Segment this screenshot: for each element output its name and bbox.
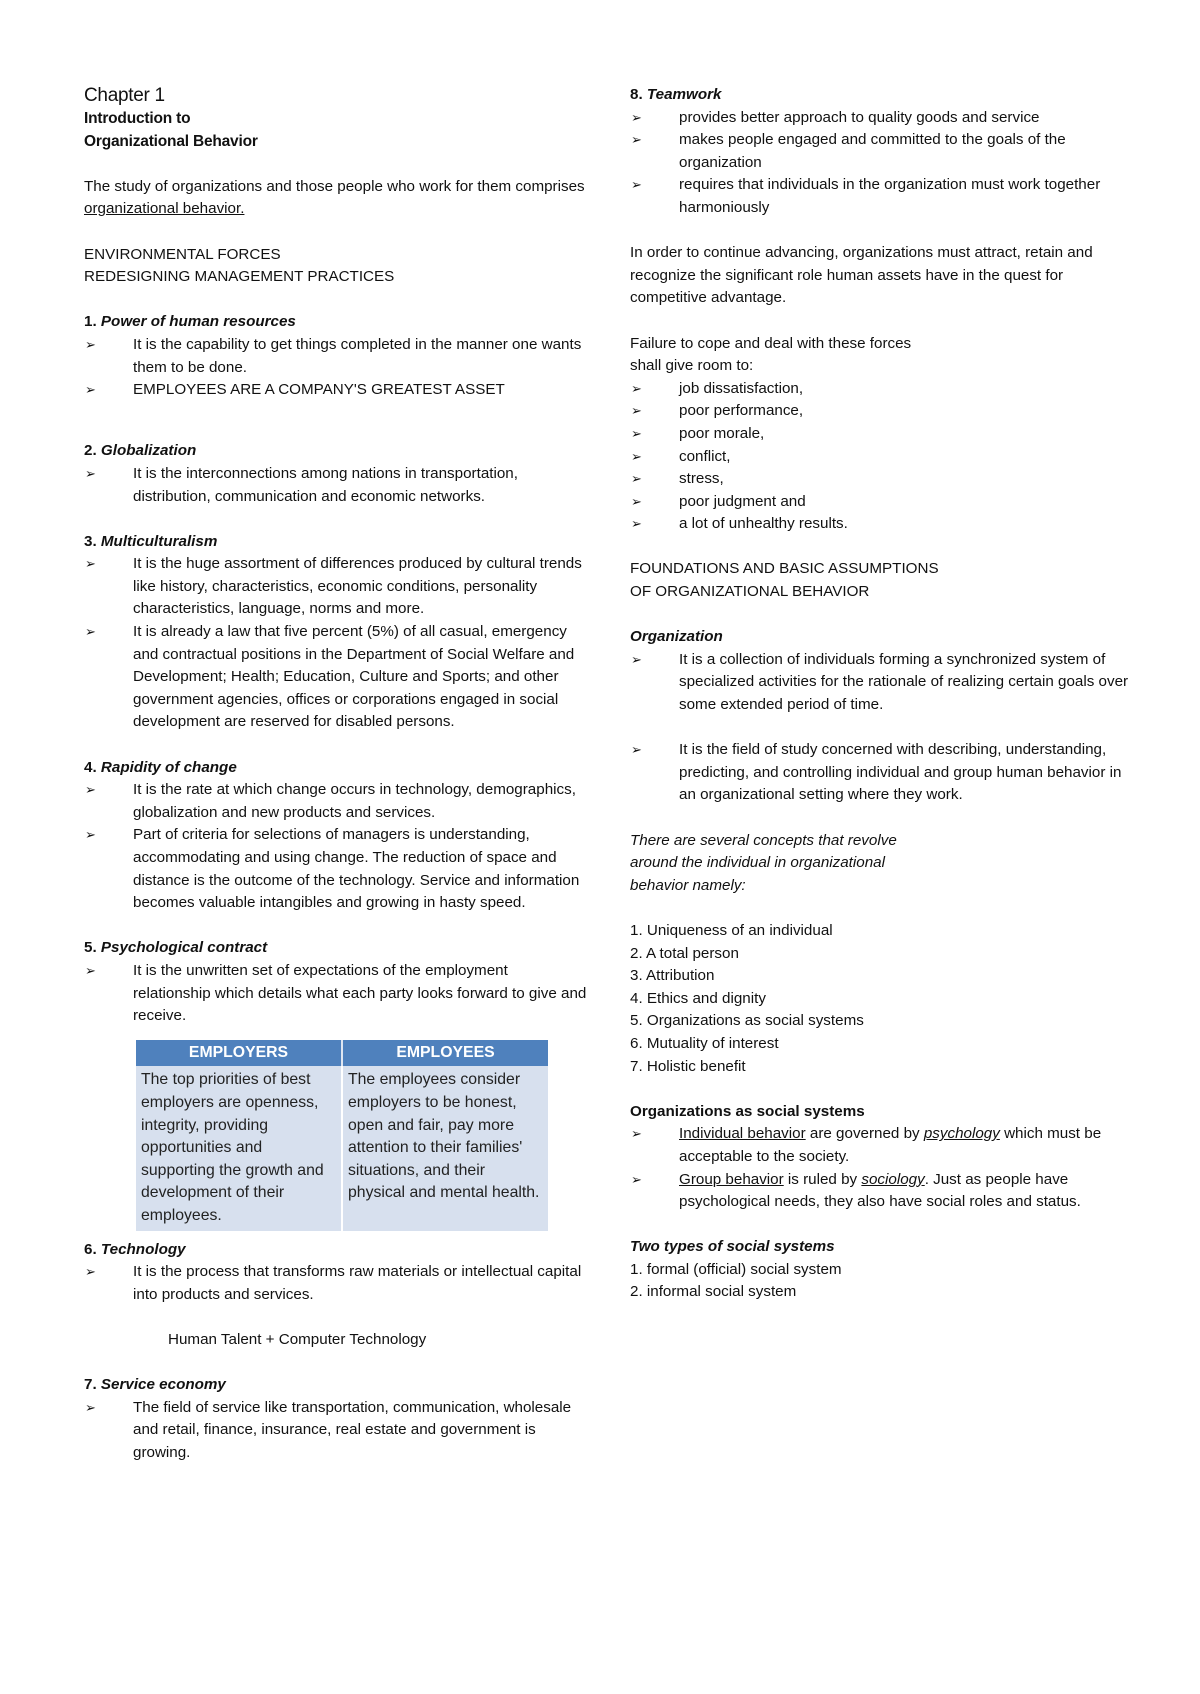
bullet-item: ➢ a lot of unhealthy results. xyxy=(630,513,1135,536)
social-types-heading: Two types of social systems xyxy=(630,1238,835,1256)
bullet-item: ➢ It is the huge assortment of differences produced by cultural trends like history, characteristics, economic conditions, personality characteristics, language, norms and more. xyxy=(85,555,582,618)
arrow-bullet-icon: ➢ xyxy=(85,962,96,978)
list-item: 5. Organizations as social systems xyxy=(630,1012,864,1030)
foundations-heading-2: OF ORGANIZATIONAL BEHAVIOR xyxy=(630,583,870,601)
arrow-bullet-icon: ➢ xyxy=(631,516,642,532)
list-item: 7. Holistic benefit xyxy=(630,1057,746,1075)
arrow-bullet-icon: ➢ xyxy=(631,448,642,464)
section-heading: 1. Power of human resources xyxy=(84,313,296,331)
bullet-item: ➢ Part of criteria for selections of managers is understanding, accommodating and using change. The reduction of space and distance is the outcome of the technology. Service and information becomes valuable intangibles and growing in hasty speed. xyxy=(85,826,580,912)
failure-line-1: Failure to cope and deal with these forces xyxy=(630,334,912,352)
advancing-paragraph: In order to continue advancing, organizations must attract, retain and recognize the significant role human assets have in the quest for competitive advantage. xyxy=(630,244,1093,307)
bullet-item: ➢ provides better approach to quality goods and service xyxy=(630,107,1135,130)
arrow-bullet-icon: ➢ xyxy=(631,380,642,396)
bullet-item: ➢ It is the capability to get things completed in the manner one wants them to be done. xyxy=(85,335,582,376)
arrow-bullet-icon: ➢ xyxy=(631,403,642,419)
list-item: 1. Uniqueness of an individual xyxy=(630,921,833,939)
concepts-intro-line-1: There are several concepts that revolve xyxy=(630,831,897,849)
arrow-bullet-icon: ➢ xyxy=(631,742,642,758)
left-column xyxy=(84,84,589,1464)
bullet-item: ➢ It is the unwritten set of expectations of the employment relationship which details what each party looks forward to give and receive. xyxy=(85,961,587,1025)
bullet-item: ➢ conflict, xyxy=(630,446,1135,469)
arrow-bullet-icon: ➢ xyxy=(85,465,96,481)
arrow-bullet-icon: ➢ xyxy=(85,1264,96,1280)
bullet-item: ➢ stress, xyxy=(630,468,1135,491)
arrow-bullet-icon: ➢ xyxy=(631,651,642,667)
bullet-list xyxy=(630,649,1135,717)
arrow-bullet-icon: ➢ xyxy=(631,1171,642,1187)
concepts-intro-line-2: around the individual in organizational xyxy=(630,854,885,872)
intro-text: The study of organizations and those people who work for them comprises xyxy=(84,177,585,195)
section-heading: 3. Multiculturalism xyxy=(84,532,218,550)
arrow-bullet-icon: ➢ xyxy=(631,109,642,125)
organization-heading: Organization xyxy=(630,628,723,646)
bullet-item: ➢ It is the field of study concerned with describing, understanding, predicting, and controlling individual and group human behavior in an organizational setting where they work. xyxy=(631,741,1122,804)
arrow-bullet-icon: ➢ xyxy=(631,425,642,441)
arrow-bullet-icon: ➢ xyxy=(85,382,96,398)
table-cell-employees: The employees consider employers to be honest, open and fair, pay more attention to their families' situations, and their physical and mental health. xyxy=(342,1066,548,1230)
intro-paragraph xyxy=(84,176,589,221)
bullet-list xyxy=(84,553,589,734)
bullet-item: ➢ makes people engaged and committed to the goals of the organization xyxy=(631,131,1066,171)
table-header-employers: EMPLOYERS xyxy=(136,1040,342,1067)
bullet-item: ➢ It is the interconnections among nations in transportation, distribution, communication and economic networks. xyxy=(85,464,518,505)
arrow-bullet-icon: ➢ xyxy=(85,556,96,572)
section-heading: 4. Rapidity of change xyxy=(84,758,237,776)
title-line-1: Introduction to xyxy=(84,110,191,127)
bullet-list xyxy=(84,1397,589,1465)
concepts-intro-line-3: behavior namely: xyxy=(630,876,746,894)
arrow-bullet-icon: ➢ xyxy=(85,827,96,843)
chapter-label: Chapter 1 xyxy=(84,85,165,106)
section-heading: 5. Psychological contract xyxy=(84,939,268,957)
arrow-bullet-icon: ➢ xyxy=(631,471,642,487)
section-heading: 2. Globalization xyxy=(84,442,197,460)
arrow-bullet-icon: ➢ xyxy=(631,493,642,509)
concepts-list xyxy=(630,920,1135,1078)
bullet-item: ➢ It is the process that transforms raw materials or intellectual capital into products and services. xyxy=(85,1263,582,1303)
bullet-item: ➢ It is a collection of individuals forming a synchronized system of specialized activities for the rationale of realizing certain goals over some extended period of time. xyxy=(631,650,1129,714)
arrow-bullet-icon: ➢ xyxy=(85,336,96,352)
bullet-list xyxy=(630,739,1135,807)
arrow-bullet-icon: ➢ xyxy=(85,624,96,640)
list-item: 3. Attribution xyxy=(630,967,715,985)
arrow-bullet-icon: ➢ xyxy=(85,782,96,798)
employers-employees-table xyxy=(136,1040,548,1231)
bullet-item: ➢ The field of service like transportation, communication, wholesale and retail, finance, insurance, real estate and government is growing. xyxy=(85,1398,572,1461)
table-row xyxy=(136,1066,548,1230)
redesigning-heading: REDESIGNING MANAGEMENT PRACTICES xyxy=(84,268,395,286)
bullet-item: ➢ poor performance, xyxy=(630,400,1135,423)
bullet-item: ➢ Individual behavior are governed by psychology which must be acceptable to the society. xyxy=(631,1125,1102,1165)
table-cell-employers: The top priorities of best employers are openness, integrity, providing opportunities and supporting the growth and development of their employees. xyxy=(136,1066,342,1230)
bullet-item: ➢ It is the rate at which change occurs in technology, demographics, globalization and new products and services. xyxy=(85,781,576,821)
list-item: 1. formal (official) social system xyxy=(630,1260,842,1278)
list-item: 2. informal social system xyxy=(630,1283,797,1301)
social-systems-heading: Organizations as social systems xyxy=(630,1102,865,1120)
bullet-item: ➢ requires that individuals in the organization must work together harmoniously xyxy=(631,176,1101,216)
bullet-list xyxy=(84,1261,589,1306)
list-item: 4. Ethics and dignity xyxy=(630,989,766,1007)
bullet-item: ➢ job dissatisfaction, xyxy=(630,378,1135,401)
bullet-item: ➢ Group behavior is ruled by sociology. Just as people have psychological needs, they also have social roles and status. xyxy=(631,1170,1081,1211)
arrow-bullet-icon: ➢ xyxy=(85,1399,96,1415)
failure-list xyxy=(630,378,1135,536)
right-column xyxy=(630,84,1135,1304)
list-item: 2. A total person xyxy=(630,944,739,962)
failure-line-2: shall give room to: xyxy=(630,357,754,375)
foundations-heading-1: FOUNDATIONS AND BASIC ASSUMPTIONS xyxy=(630,560,939,578)
section-heading: 8. Teamwork xyxy=(630,86,722,103)
arrow-bullet-icon: ➢ xyxy=(631,1126,642,1142)
section-heading: 7. Service economy xyxy=(84,1376,226,1394)
bullet-list xyxy=(84,779,589,915)
list-item: 6. Mutuality of interest xyxy=(630,1034,779,1052)
table-header-employees: EMPLOYEES xyxy=(342,1040,548,1067)
bullet-item: ➢ poor morale, xyxy=(630,423,1135,446)
bullet-list xyxy=(84,960,589,1028)
section-heading: 6. Technology xyxy=(84,1240,186,1258)
bullet-list xyxy=(630,1123,1135,1213)
arrow-bullet-icon: ➢ xyxy=(631,177,642,193)
title-line-2: Organizational Behavior xyxy=(84,132,258,150)
bullet-item: ➢ poor judgment and xyxy=(630,491,1135,514)
formula-line: Human Talent + Computer Technology xyxy=(168,1330,427,1348)
bullet-item: ➢ EMPLOYEES ARE A COMPANY'S GREATEST ASSET xyxy=(84,379,589,402)
bullet-item: ➢ It is already a law that five percent (5%) of all casual, emergency and contractual positions in the Department of Social Welfare and Development; Health; Education, Culture and Sports; and other government agencies, offices or corporations engaged in social development are reserved for disabled persons. xyxy=(85,623,575,731)
intro-underlined-term: organizational behavior. xyxy=(84,200,245,218)
env-forces-heading: ENVIRONMENTAL FORCES xyxy=(84,245,281,263)
bullet-list xyxy=(84,334,589,402)
bullet-list xyxy=(630,107,1135,220)
bullet-list xyxy=(84,463,589,508)
arrow-bullet-icon: ➢ xyxy=(631,132,642,148)
